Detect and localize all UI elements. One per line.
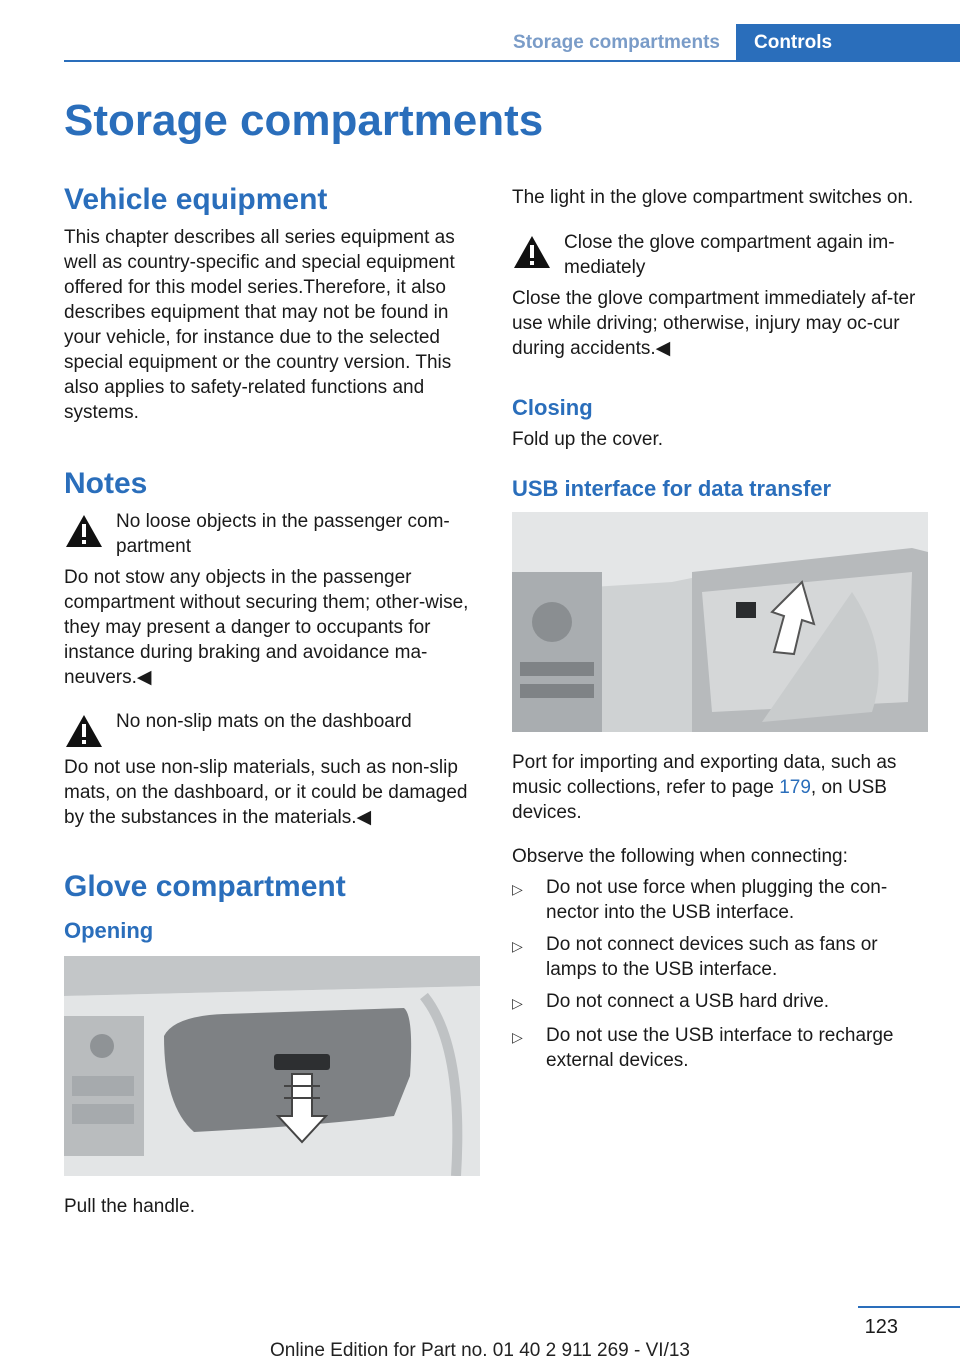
heading-vehicle-equipment: Vehicle equipment [64, 183, 328, 216]
triangle-bullet-icon: ▷ [512, 995, 523, 1011]
list-item [512, 1023, 930, 1073]
header-tab-controls[interactable]: Controls [736, 24, 960, 62]
heading-usb-interface: USB interface for data transfer [512, 476, 832, 501]
list-item-text: Do not use force when plugging the con‐nector into the USB interface. [546, 877, 888, 923]
footer-edition-text: Online Edition for Part no. 01 40 2 911 269 - VI/13 [269, 1340, 691, 1361]
warning-triangle-icon [512, 234, 552, 270]
vehicle-equipment-text: This chapter describes all series equipment as well as country-specific and special equipment offered for this model series.Therefore, it also describes equipment that may not be found in your vehicle, for instance due to the selected special equipment or the country version. This also applies to safety-related functions and systems. [64, 227, 455, 423]
observe-text: Observe the following when connecting: [512, 846, 848, 867]
warning-close-glove-title: Close the glove compartment again im‐mediately [564, 232, 895, 278]
header-section-label[interactable]: Storage compartments [513, 32, 720, 53]
list-item-text: Do not use the USB interface to recharge external devices. [546, 1025, 894, 1071]
warning-loose-objects [64, 509, 482, 559]
page-179-link[interactable]: 179 [779, 777, 811, 798]
list-item-text: Do not connect a USB hard drive. [546, 991, 830, 1012]
page-number: 123 [864, 1316, 898, 1338]
right-column [512, 185, 930, 1080]
usb-port-text-part2: , on USB devices. [512, 777, 887, 823]
heading-notes: Notes [64, 467, 148, 500]
glove-light-text: The light in the glove compartment switches on. [512, 187, 914, 208]
triangle-bullet-icon: ▷ [512, 1029, 523, 1045]
heading-glove-compartment: Glove compartment [64, 870, 346, 903]
warning-triangle-icon [64, 513, 104, 549]
glove-compartment-opening-figure [64, 956, 480, 1176]
warning-close-glove-compartment [512, 230, 930, 280]
warning-non-slip-mats-text: Do not use non-slip materials, such as non-slip mats, on the dashboard, or it could be damaged by the substances in the materials.◀ [64, 757, 468, 828]
usb-port-text [512, 750, 930, 825]
list-item-text: Do not connect devices such as fans or lamps to the USB interface. [546, 934, 878, 980]
warning-non-slip-mats [64, 709, 482, 749]
list-item [512, 989, 930, 1016]
footer-rule [858, 1306, 960, 1308]
heading-opening: Opening [64, 918, 154, 943]
list-item [512, 875, 930, 925]
warning-loose-objects-title: No loose objects in the passenger com‐partment [116, 511, 450, 557]
warning-loose-objects-text: Do not stow any objects in the passenger compartment without securing them; other‐wise, they may present a danger to occupants for instance during braking and avoidance ma‐neuvers.◀ [64, 567, 469, 688]
warning-triangle-icon [64, 713, 104, 749]
left-column [64, 183, 482, 1238]
usb-port-text-part1: Port for importing and exporting data, such as music collections, refer to page [512, 752, 897, 798]
closing-text: Fold up the cover. [512, 429, 664, 450]
usb-precautions-list [512, 875, 930, 1073]
triangle-bullet-icon: ▷ [512, 938, 523, 954]
usb-interface-figure [512, 512, 928, 732]
warning-non-slip-mats-title: No non-slip mats on the dashboard [116, 711, 412, 732]
page-title: Storage compartments [64, 96, 544, 145]
triangle-bullet-icon: ▷ [512, 881, 523, 897]
heading-closing: Closing [512, 395, 593, 420]
warning-close-glove-text: Close the glove compartment immediately af‐ter use while driving; otherwise, injury may oc‐cur during accidents.◀ [512, 288, 916, 359]
glove-opening-caption: Pull the handle. [64, 1196, 195, 1217]
list-item [512, 932, 930, 982]
